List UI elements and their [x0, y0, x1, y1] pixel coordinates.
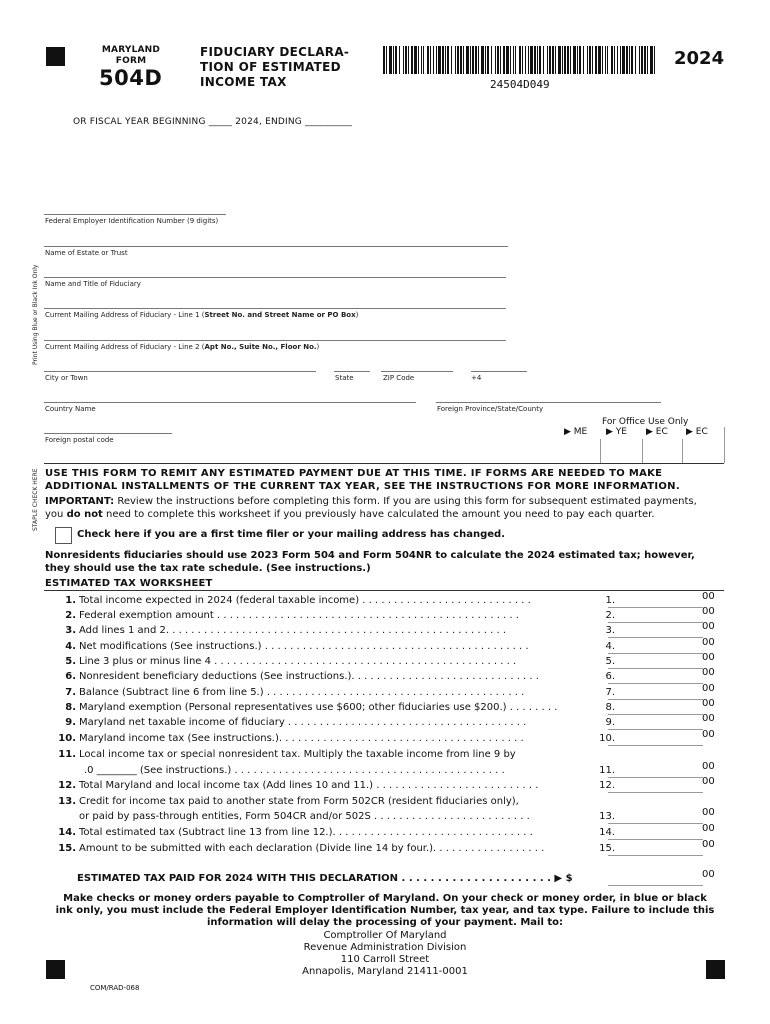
line-number: 3.: [65, 625, 76, 636]
line-number: 10.: [58, 733, 76, 744]
line-ref: 7.: [605, 687, 615, 698]
cents-label: 00: [702, 729, 715, 740]
office-divider: [642, 439, 643, 463]
line-ref: 15.: [599, 843, 615, 854]
remit-notice-line: USE THIS FORM TO REMIT ANY ESTIMATED PAYMENT DUE AT THIS TIME. IF FORMS ARE NEEDED TO MAKE: [45, 468, 663, 479]
cents-label: 00: [702, 761, 715, 772]
form-title: [200, 45, 349, 90]
line-number: 1.: [65, 595, 76, 606]
line-description: Line 3 plus or minus line 4 . . . . . . . . . . . . . . . . . . . . . . . . . . . . . . . . . . . . . . . . . . . . . . . .: [79, 656, 517, 667]
registration-mark-top-left: [46, 47, 65, 66]
line-1-amount-field[interactable]: [608, 595, 703, 608]
city-field[interactable]: [44, 371, 316, 372]
address-line1-suffix: ): [355, 311, 359, 319]
mailing-address: [0, 930, 770, 978]
mail-instructions: [40, 893, 730, 929]
fiscal-year-line: OR FISCAL YEAR BEGINNING _____ 2024, ENDING __________: [73, 117, 353, 127]
form-title-line: INCOME TAX: [200, 75, 287, 89]
address-line1-label: [45, 311, 358, 319]
line-description: Total income expected in 2024 (federal taxable income) . . . . . . . . . . . . . . . . . . . . . . . . . . .: [79, 595, 531, 606]
line-ref: 11.: [599, 765, 615, 776]
line-ref: 9.: [605, 717, 615, 728]
form-label: FORM: [115, 56, 147, 66]
cents-label: 00: [702, 869, 715, 880]
ink-instruction: Print Using Blue or Black Ink Only: [32, 264, 39, 365]
form-title-line: FIDUCIARY DECLARA-: [200, 45, 350, 59]
worksheet-line-12: [52, 776, 752, 795]
line-12-amount-field[interactable]: [608, 780, 703, 793]
line-description: or paid by pass-through entities, Form 504CR and/or 502S . . . . . . . . . . . . . . . . . . . . . . . . .: [79, 811, 530, 822]
worksheet-line-4: [52, 637, 752, 656]
line-ref: 8.: [605, 702, 615, 713]
line-ref: 14.: [599, 827, 615, 838]
nonresident-note-line: Nonresidents fiduciaries should use 2023 Form 504 and Form 504NR to calculate the 2024 estimated tax; however,: [45, 550, 695, 561]
state-label-field: State: [335, 374, 354, 382]
address-line: Revenue Administration Division: [303, 942, 467, 953]
line-3-amount-field[interactable]: [608, 625, 703, 638]
worksheet-line-9: [52, 713, 752, 732]
zip-label: ZIP Code: [383, 374, 415, 382]
staple-instruction: STAPLE CHECK HERE: [32, 468, 39, 531]
line-description: Total estimated tax (Subtract line 13 from line 12.). . . . . . . . . . . . . . . . . . . . . . . . . . . . . . . .: [79, 827, 533, 838]
line-ref: 13.: [599, 811, 615, 822]
line-description: Total Maryland and local income tax (Add lines 10 and 11.) . . . . . . . . . . . . . . . . . . . . . . . . . .: [79, 780, 539, 791]
foreign-postal-label: Foreign postal code: [45, 436, 114, 444]
worksheet-line-5: [52, 652, 752, 671]
cents-label: 00: [702, 776, 715, 787]
country-label: Country Name: [45, 405, 96, 413]
fein-label: Federal Employer Identification Number (9 digits): [45, 217, 219, 225]
line-ref: 12.: [599, 780, 615, 791]
cents-label: 00: [702, 606, 715, 617]
cents-label: 00: [702, 667, 715, 678]
line-number: 6.: [65, 671, 76, 682]
line-description: Add lines 1 and 2. . . . . . . . . . . . . . . . . . . . . . . . . . . . . . . . . . . . . . . . . . . . . . . . . . . . . .: [79, 625, 506, 636]
fiduciary-name-label: Name and Title of Fiduciary: [45, 280, 141, 288]
address-line1-field[interactable]: [44, 308, 506, 309]
first-time-filer-checkbox[interactable]: [55, 527, 72, 544]
line-number: 7.: [65, 687, 76, 698]
foreign-province-field[interactable]: [436, 402, 661, 403]
worksheet-line-10: [52, 729, 752, 748]
remit-notice: [45, 467, 735, 493]
worksheet-line-13: [52, 807, 752, 826]
line-ref: 2.: [605, 610, 615, 621]
line-description: Balance (Subtract line 6 from line 5.) . . . . . . . . . . . . . . . . . . . . . . . . . . . . . . . . . . . . . . . . .: [79, 687, 525, 698]
section-divider: [44, 463, 724, 464]
address-line: Annapolis, Maryland 21411-0001: [302, 966, 468, 977]
barcode-bar: [654, 46, 655, 74]
line-ref: 10.: [599, 733, 615, 744]
cents-label: 00: [702, 698, 715, 709]
line-description: Amount to be submitted with each declaration (Divide line 14 by four.). . . . . . . . . . . . . . . . . .: [79, 843, 545, 854]
worksheet-line-11: [52, 761, 752, 780]
important-text: need to complete this worksheet if you previously have calculated the amount you need to pay each quarter.: [102, 509, 655, 520]
office-code-ye: ▶ YE: [606, 427, 627, 437]
line-ref: 5.: [605, 656, 615, 667]
line-14-amount-field[interactable]: [608, 827, 703, 840]
address-line2-label: [45, 343, 319, 351]
first-time-filer-label: Check here if you are a first time filer or your mailing address has changed.: [77, 529, 505, 540]
mail-instructions-line: information will delay the processing of your payment. Mail to:: [206, 917, 564, 928]
line-10-amount-field[interactable]: [608, 733, 703, 746]
estate-name-label: Name of Estate or Trust: [45, 249, 128, 257]
line-number: 8.: [65, 702, 76, 713]
line-ref: 6.: [605, 671, 615, 682]
line-13-amount-field[interactable]: [608, 811, 703, 824]
line-ref: 1.: [605, 595, 615, 606]
zip-field[interactable]: [381, 371, 453, 372]
line-description: Credit for income tax paid to another state from Form 502CR (resident fiduciaries only),: [79, 796, 519, 807]
zip-plus4-field[interactable]: [471, 371, 527, 372]
line-11-amount-field[interactable]: [608, 765, 703, 778]
worksheet-line-7: [52, 683, 752, 702]
office-divider: [682, 439, 683, 463]
address-line: 110 Carroll Street: [340, 954, 430, 965]
worksheet-line-3: [52, 621, 752, 640]
important-text: Review the instructions before completing this form. If you are using this form for subsequent estimated payments,: [114, 496, 697, 507]
city-label: City or Town: [45, 374, 88, 382]
address-line2-field[interactable]: [44, 340, 506, 341]
worksheet-divider: [44, 590, 724, 591]
estate-name-field[interactable]: [44, 246, 508, 247]
worksheet-line-2: [52, 606, 752, 625]
barcode: [383, 46, 658, 74]
address-line1-prefix: Current Mailing Address of Fiduciary - Line 1 (: [45, 311, 205, 319]
form-number: 504D: [99, 66, 163, 90]
address-line2-prefix: Current Mailing Address of Fiduciary - Line 2 (: [45, 343, 205, 351]
address-line1-bold: Street No. and Street Name or PO Box: [204, 311, 356, 319]
form-title-line: TION OF ESTIMATED: [200, 60, 341, 74]
nonresident-note-line: they should use the tax rate schedule. (See instructions.): [45, 563, 371, 574]
state-label: [96, 45, 166, 67]
form-code: COM/RAD-068: [90, 984, 140, 992]
address-line: Comptroller Of Maryland: [323, 930, 447, 941]
line-15-amount-field[interactable]: [608, 843, 703, 856]
worksheet-line-6: [52, 667, 752, 686]
important-text: you: [45, 509, 67, 520]
line-number: 9.: [65, 717, 76, 728]
line-number: 13.: [58, 796, 76, 807]
worksheet-line-13-text: [52, 796, 752, 811]
office-divider: [600, 439, 601, 463]
line-description: Maryland exemption (Personal representatives use $600; other fiduciaries use $200.) . . . . . . . .: [79, 702, 558, 713]
cents-label: 00: [702, 652, 715, 663]
line-5-amount-field[interactable]: [608, 656, 703, 669]
nonresident-note: [45, 549, 745, 575]
worksheet-title: ESTIMATED TAX WORKSHEET: [45, 578, 213, 589]
office-code-me: ▶ ME: [564, 427, 588, 437]
line-8-amount-field[interactable]: [608, 702, 703, 715]
important-label: IMPORTANT:: [45, 496, 115, 507]
estimated-tax-paid-label: ESTIMATED TAX PAID FOR 2024 WITH THIS DECLARATION . . . . . . . . . . . . . . . . . . . . . ▶ $: [77, 873, 573, 884]
estimated-tax-paid-field[interactable]: [608, 873, 703, 886]
line-2-amount-field[interactable]: [608, 610, 703, 623]
line-description: Maryland net taxable income of fiduciary . . . . . . . . . . . . . . . . . . . . . . . . . . . . . . . . . . . . . .: [79, 717, 527, 728]
cents-label: 00: [702, 683, 715, 694]
fiduciary-name-field[interactable]: [44, 277, 506, 278]
state-field[interactable]: [334, 371, 370, 372]
line-number: 14.: [58, 827, 76, 838]
mail-instructions-line: Make checks or money orders payable to Comptroller of Maryland. On your check or money order, in blue or black: [63, 893, 707, 904]
line-description: Net modifications (See instructions.) . . . . . . . . . . . . . . . . . . . . . . . . . . . . . . . . . . . . . . . . . .: [79, 641, 529, 652]
line-4-amount-field[interactable]: [608, 641, 703, 654]
mail-instructions-line: ink only, you must include the Federal Employer Identification Number, tax year, and tax type. Failure to include this: [55, 905, 715, 916]
line-description: Nonresident beneficiary deductions (See instructions.). . . . . . . . . . . . . . . . . . . . . . . . . . . . . .: [79, 671, 539, 682]
address-line2-bold: Apt No., Suite No., Floor No.: [204, 343, 317, 351]
line-description: Local income tax or special nonresident tax. Multiply the taxable income from line 9 by: [79, 749, 516, 760]
important-note: [45, 495, 745, 521]
cents-label: 00: [702, 823, 715, 834]
cents-label: 00: [702, 591, 715, 602]
line-9-amount-field[interactable]: [608, 717, 703, 730]
remit-notice-line: ADDITIONAL INSTALLMENTS OF THE CURRENT TAX YEAR, SEE THE INSTRUCTIONS FOR MORE INFORMATION.: [45, 481, 680, 492]
address-line2-suffix: ): [316, 343, 320, 351]
state-name: MARYLAND: [101, 45, 161, 55]
cents-label: 00: [702, 839, 715, 850]
line-description: .0 ________ (See instructions.) . . . . . . . . . . . . . . . . . . . . . . . . . . . . . . . . . . . . . . . . . . .: [84, 765, 505, 776]
fein-field[interactable]: [44, 214, 226, 215]
line-description: Federal exemption amount . . . . . . . . . . . . . . . . . . . . . . . . . . . . . . . . . . . . . . . . . . . . . . . .: [79, 610, 519, 621]
cents-label: 00: [702, 807, 715, 818]
zip-plus4-label: +4: [471, 374, 482, 382]
country-field[interactable]: [44, 402, 416, 403]
barcode-text: 24504D049: [490, 78, 550, 91]
worksheet-line-8: [52, 698, 752, 717]
worksheet-line-14: [52, 823, 752, 842]
important-bold: do not: [66, 509, 103, 520]
line-number: 2.: [65, 610, 76, 621]
line-number: 15.: [58, 843, 76, 854]
line-number: 12.: [58, 780, 76, 791]
line-ref: 3.: [605, 625, 615, 636]
line-description: Maryland income tax (See instructions.). . . . . . . . . . . . . . . . . . . . . . . . . . . . . . . . . . . . . . .: [79, 733, 524, 744]
office-use-title: For Office Use Only: [602, 417, 689, 427]
foreign-postal-field[interactable]: [44, 433, 172, 434]
cents-label: 00: [702, 713, 715, 724]
line-number: 4.: [65, 641, 76, 652]
worksheet-line-15: [52, 839, 752, 858]
office-code-ec: ▶ EC: [646, 427, 668, 437]
line-number: 5.: [65, 656, 76, 667]
worksheet-line-11-text: [52, 749, 752, 764]
line-ref: 4.: [605, 641, 615, 652]
line-number: 11.: [58, 749, 76, 760]
cents-label: 00: [702, 621, 715, 632]
tax-year: 2024: [674, 48, 725, 69]
line-7-amount-field[interactable]: [608, 687, 703, 700]
line-6-amount-field[interactable]: [608, 671, 703, 684]
foreign-province-label: Foreign Province/State/County: [437, 405, 544, 413]
cents-label: 00: [702, 637, 715, 648]
office-code-ec-2: ▶ EC: [686, 427, 708, 437]
office-use-box: [564, 427, 725, 463]
worksheet-line-1: [52, 591, 752, 610]
